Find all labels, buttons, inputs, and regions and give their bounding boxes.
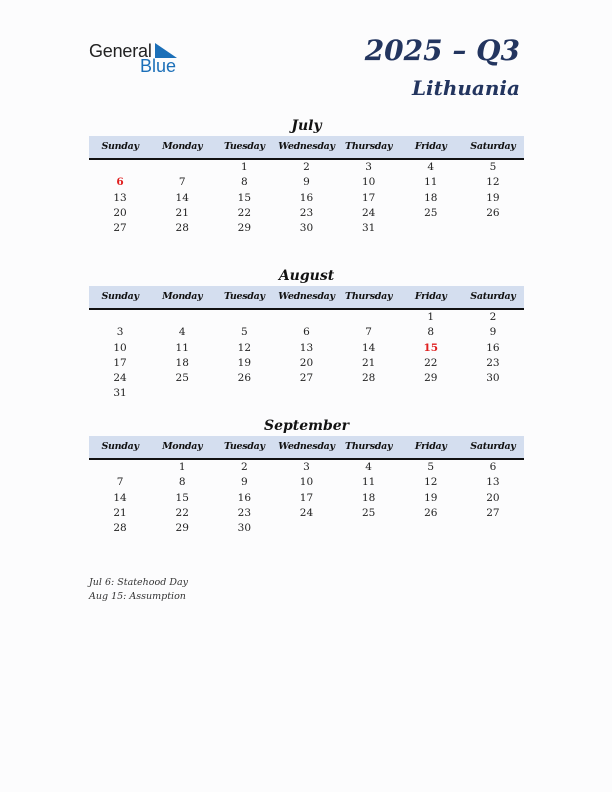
day-cell: 8	[178, 476, 186, 489]
holiday-note: Aug 15: Assumption	[89, 590, 186, 602]
day-cell: 7	[116, 476, 124, 489]
day-cell	[151, 386, 213, 401]
day-cell: 30	[486, 372, 500, 385]
day-cell: 13	[486, 476, 500, 489]
weekday-header	[89, 136, 524, 160]
day-cell	[462, 521, 524, 536]
day-cell: 29	[424, 372, 438, 385]
day-cell: 14	[113, 491, 127, 504]
day-cell: 28	[361, 372, 376, 385]
month-august	[89, 266, 524, 402]
day-cell: 6	[489, 461, 497, 473]
day-cell: 26	[486, 206, 500, 219]
day-cell	[275, 310, 337, 325]
week-row	[89, 386, 524, 401]
weekday-label: Friday	[414, 141, 447, 152]
day-cell: 2	[241, 461, 248, 473]
day-cell: 5	[427, 461, 435, 473]
week-row	[89, 191, 524, 206]
day-cell: 16	[486, 341, 500, 354]
weekday-header	[89, 436, 524, 460]
day-cell	[275, 521, 337, 536]
day-cell: 22	[424, 356, 438, 369]
day-cell	[400, 221, 462, 236]
day-cell	[338, 310, 400, 325]
day-cell	[89, 310, 151, 325]
day-cell: 26	[424, 506, 438, 519]
day-cell: 4	[365, 461, 372, 473]
day-cell: 3	[116, 326, 124, 339]
week-row	[89, 175, 524, 190]
day-cell: 12	[486, 176, 500, 189]
day-cell	[275, 386, 337, 401]
week-row	[89, 356, 524, 371]
day-cell: 25	[175, 372, 189, 385]
week-row	[89, 491, 524, 506]
day-cell: 8	[241, 176, 248, 189]
day-cell: 14	[361, 341, 376, 354]
day-cell	[89, 460, 151, 475]
day-cell: 29	[175, 522, 189, 535]
day-cell: 21	[113, 506, 127, 519]
day-cell: 13	[113, 191, 127, 204]
week-row	[89, 221, 524, 236]
day-cell: 27	[299, 372, 314, 385]
weekday-label: Thursday	[345, 291, 393, 302]
day-cell	[338, 521, 400, 536]
holiday-day-cell: 15	[423, 341, 439, 354]
day-cell: 26	[237, 372, 252, 385]
day-cell: 13	[299, 341, 314, 354]
day-cell: 10	[113, 341, 127, 354]
day-cell: 12	[424, 476, 438, 489]
month-title: September	[263, 418, 350, 434]
day-cell: 25	[424, 206, 438, 219]
generalblue-logo	[89, 40, 189, 76]
month-title: August	[278, 268, 335, 284]
day-cell: 1	[241, 161, 248, 173]
holiday-note: Jul 6: Statehood Day	[89, 577, 188, 588]
weekday-label: Sunday	[101, 141, 139, 152]
day-cell: 8	[427, 326, 435, 339]
day-cell: 28	[113, 522, 127, 535]
day-cell: 18	[361, 491, 376, 504]
day-cell: 14	[175, 191, 189, 204]
day-cell: 6	[303, 326, 310, 339]
weekday-label: Wednesday	[278, 141, 335, 152]
day-cell: 16	[237, 491, 252, 504]
day-cell: 22	[175, 506, 189, 519]
day-cell: 17	[299, 491, 314, 504]
day-cell: 24	[113, 372, 127, 385]
day-cell: 9	[489, 326, 497, 339]
day-cell	[151, 310, 213, 325]
week-row	[89, 206, 524, 221]
day-cell: 16	[299, 191, 314, 204]
day-cell: 31	[113, 387, 127, 400]
weekday-label: Saturday	[470, 441, 516, 452]
week-row	[89, 341, 524, 356]
day-cell: 3	[303, 461, 310, 473]
day-cell: 12	[237, 341, 252, 354]
day-cell: 2	[489, 311, 497, 323]
week-row	[89, 475, 524, 490]
day-cell: 28	[175, 222, 189, 235]
week-row	[89, 371, 524, 386]
day-cell: 11	[424, 176, 438, 189]
weekday-label: Wednesday	[278, 291, 335, 302]
day-cell: 2	[303, 161, 310, 173]
day-cell: 19	[237, 356, 252, 369]
day-cell: 23	[299, 206, 314, 219]
day-cell: 20	[299, 356, 314, 369]
month-days	[89, 160, 524, 236]
day-cell: 20	[486, 491, 500, 504]
weekday-label: Wednesday	[278, 441, 335, 452]
weekday-label: Monday	[162, 141, 203, 152]
day-cell	[462, 221, 524, 236]
day-cell: 31	[361, 222, 376, 235]
weekday-label: Thursday	[345, 441, 393, 452]
day-cell: 4	[178, 326, 186, 339]
day-cell	[400, 386, 462, 401]
day-cell: 23	[486, 356, 500, 369]
day-cell: 18	[424, 191, 438, 204]
weekday-header	[89, 286, 524, 310]
month-days	[89, 460, 524, 536]
weekday-label: Thursday	[345, 141, 393, 152]
day-cell	[338, 386, 400, 401]
day-cell: 9	[303, 176, 310, 189]
day-cell: 15	[237, 191, 252, 204]
weekday-label: Friday	[414, 441, 447, 452]
day-cell: 19	[424, 491, 438, 504]
day-cell: 23	[237, 506, 252, 519]
day-cell: 11	[361, 476, 376, 489]
country-title: Lithuania	[411, 76, 520, 100]
day-cell: 10	[299, 476, 314, 489]
day-cell: 27	[113, 222, 127, 235]
day-cell: 24	[361, 206, 376, 219]
day-cell: 5	[489, 161, 497, 173]
day-cell: 30	[299, 222, 314, 235]
month-days	[89, 310, 524, 402]
week-row	[89, 460, 524, 475]
day-cell: 22	[237, 206, 252, 219]
day-cell: 29	[237, 222, 252, 235]
week-row	[89, 160, 524, 175]
day-cell	[213, 310, 275, 325]
day-cell: 7	[365, 326, 372, 339]
day-cell: 15	[175, 491, 189, 504]
day-cell: 3	[365, 161, 372, 173]
logo-word-blue: Blue	[140, 56, 177, 76]
holiday-day-cell: 6	[116, 176, 124, 189]
weekday-label: Tuesday	[223, 291, 265, 302]
day-cell: 30	[237, 522, 252, 535]
day-cell	[151, 160, 213, 175]
weekday-label: Monday	[162, 441, 203, 452]
weekday-label: Saturday	[470, 291, 516, 302]
day-cell: 17	[361, 191, 376, 204]
day-cell: 24	[299, 506, 314, 519]
day-cell: 5	[241, 326, 248, 339]
day-cell: 21	[175, 206, 189, 219]
day-cell: 11	[175, 341, 189, 354]
day-cell	[89, 160, 151, 175]
weekday-label: Tuesday	[223, 441, 265, 452]
day-cell	[213, 386, 275, 401]
day-cell	[400, 521, 462, 536]
day-cell: 18	[175, 356, 189, 369]
day-cell: 27	[486, 506, 500, 519]
week-row	[89, 310, 524, 325]
day-cell: 4	[427, 161, 435, 173]
logo-word-general: General	[89, 41, 152, 61]
day-cell: 1	[178, 461, 186, 473]
weekday-label: Friday	[414, 291, 447, 302]
day-cell: 10	[361, 176, 376, 189]
day-cell	[462, 386, 524, 401]
week-row	[89, 521, 524, 536]
week-row	[89, 325, 524, 340]
day-cell: 20	[113, 206, 127, 219]
week-row	[89, 506, 524, 521]
weekday-label: Tuesday	[223, 141, 265, 152]
weekday-label: Monday	[162, 291, 203, 302]
holiday-notes	[89, 576, 188, 603]
day-cell: 21	[361, 356, 376, 369]
weekday-label: Sunday	[101, 441, 139, 452]
day-cell: 17	[113, 356, 127, 369]
day-cell: 19	[486, 191, 500, 204]
month-july	[89, 116, 524, 236]
weekday-label: Sunday	[101, 291, 139, 302]
quarter-title: 2025 – Q3	[364, 34, 520, 67]
day-cell: 25	[361, 506, 376, 519]
weekday-label: Saturday	[470, 141, 516, 152]
day-cell: 1	[427, 311, 435, 323]
month-title: July	[291, 118, 322, 134]
month-september	[89, 416, 524, 536]
day-cell: 9	[241, 476, 248, 489]
day-cell: 7	[178, 176, 186, 189]
